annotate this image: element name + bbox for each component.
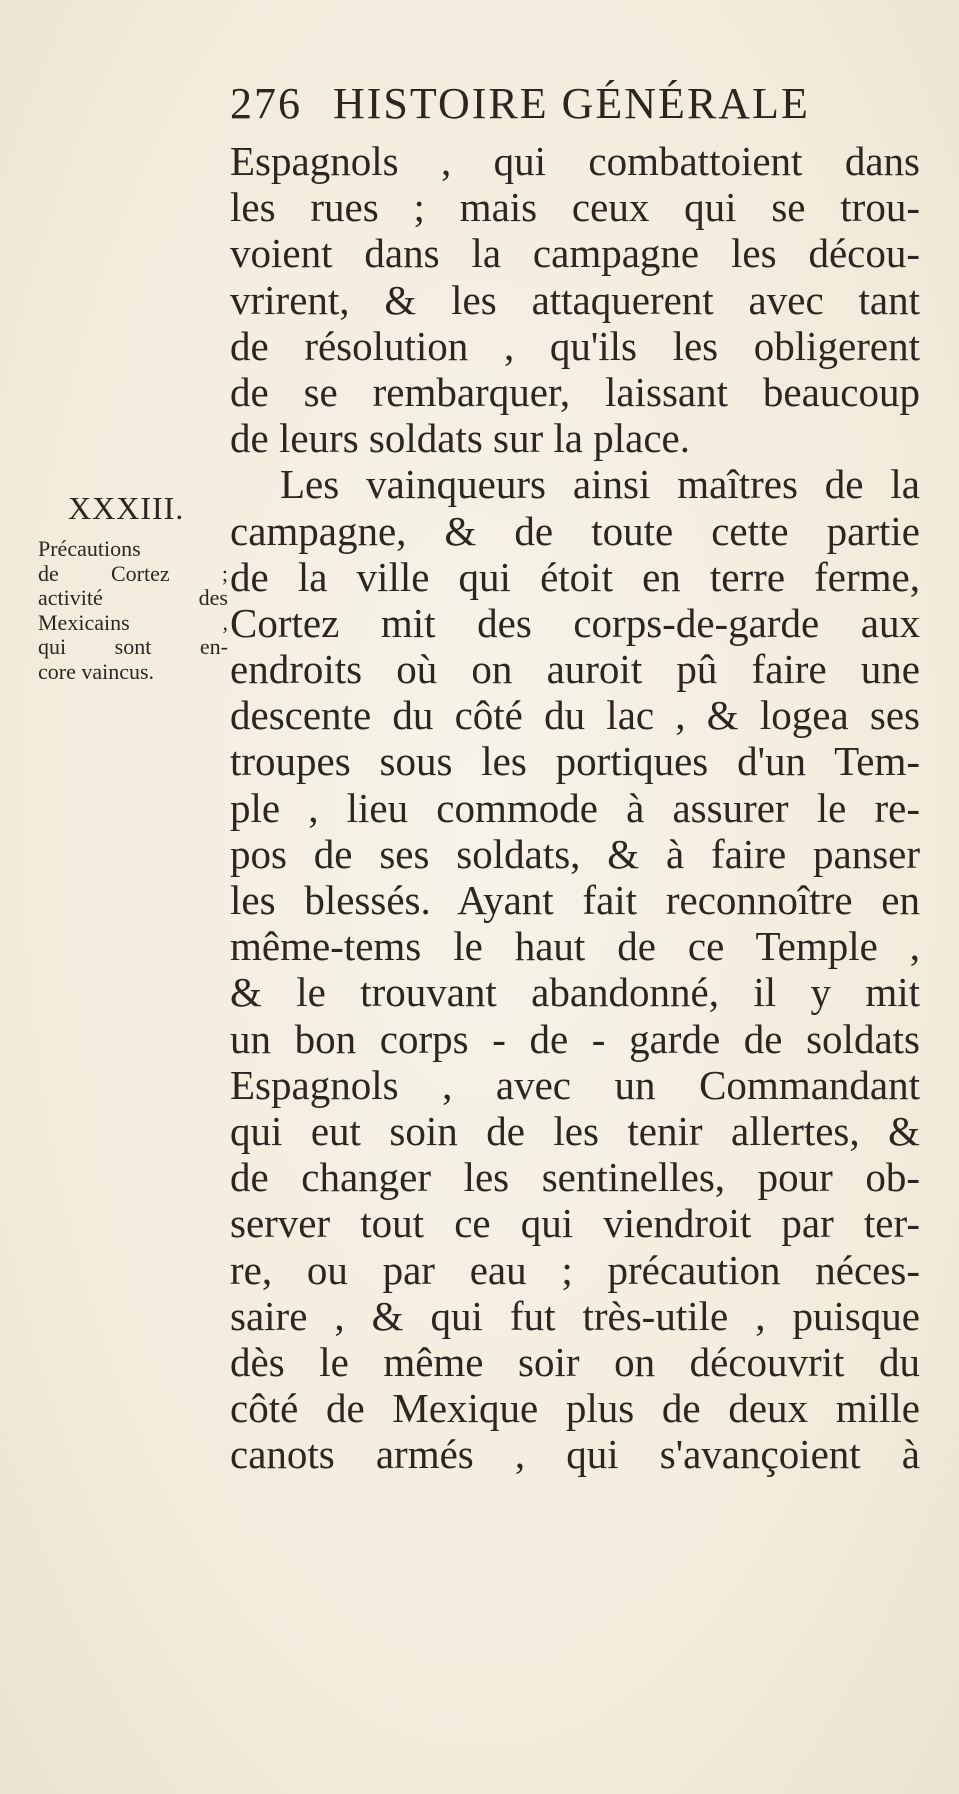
- margin-note: [38, 537, 228, 684]
- text-line: vrirent, & les attaquerent avec tant: [230, 276, 920, 323]
- text-line: server tout ce qui viendroit par ter-: [230, 1200, 920, 1247]
- text-line: Les vainqueurs ainsi maîtres de la: [280, 461, 920, 508]
- text-line: côté de Mexique plus de deux mille: [230, 1385, 920, 1432]
- text-line: & le trouvant abandonné, il y mit: [230, 969, 920, 1016]
- section-number: XXXIII.: [68, 490, 185, 526]
- text-line: Espagnols , qui combattoient dans: [230, 138, 920, 184]
- text-line: de résolution , qu'ils les obligerent: [230, 322, 920, 369]
- text-line: Cortez mit des corps-de-garde aux: [230, 599, 920, 646]
- text-line: qui eut soin de les tenir allertes, &: [230, 1107, 920, 1154]
- text-line: re, ou par eau ; précaution néces-: [230, 1246, 920, 1293]
- margin-note-line: core vaincus.: [38, 658, 155, 684]
- text-line: canots armés , qui s'avançoient à: [230, 1431, 920, 1478]
- text-line: saire , & qui fut très-utile , puisque: [230, 1292, 920, 1339]
- text-line: même-tems le haut de ce Temple ,: [230, 923, 920, 970]
- text-line: descente du côté du lac , & logea ses: [230, 692, 920, 739]
- text-line: pos de ses soldats, & à faire panser: [230, 830, 920, 877]
- page-number: 276: [230, 79, 302, 128]
- body-text: [230, 138, 920, 1477]
- text-line: campagne, & de toute cette partie: [230, 507, 920, 554]
- margin-note-line: Précautions: [38, 536, 141, 561]
- text-line: les blessés. Ayant fait reconnoître en: [230, 877, 920, 923]
- text-line: un bon corps - de - garde de soldats: [230, 1015, 920, 1062]
- running-header: [230, 78, 930, 128]
- text-line: troupes sous les portiques d'un Tem-: [230, 738, 920, 785]
- margin-note-line: qui sont en-: [38, 634, 228, 659]
- text-line: les rues ; mais ceux qui se trou-: [230, 184, 920, 231]
- text-line: Espagnols , avec un Commandant: [230, 1061, 920, 1108]
- text-line: ple , lieu commode à assurer le re-: [230, 784, 920, 831]
- text-line: de la ville qui étoit en terre ferme,: [230, 553, 920, 600]
- text-line: dès le même soir on découvrit du: [230, 1338, 920, 1385]
- text-line: de changer les sentinelles, pour ob-: [230, 1154, 920, 1201]
- text-line: voient dans la campagne les décou-: [230, 230, 920, 277]
- text-line: de leurs soldats sur la place.: [230, 415, 690, 462]
- margin-note-line: Mexicains ,: [38, 609, 228, 635]
- margin-note-line: de Cortez ;: [38, 560, 228, 586]
- text-line: endroits où on auroit pû faire une: [230, 646, 920, 693]
- running-title: HISTOIRE GÉNÉRALE: [333, 79, 810, 128]
- margin-note-line: activité des: [38, 585, 228, 610]
- text-line: de se rembarquer, laissant beaucoup: [230, 368, 920, 415]
